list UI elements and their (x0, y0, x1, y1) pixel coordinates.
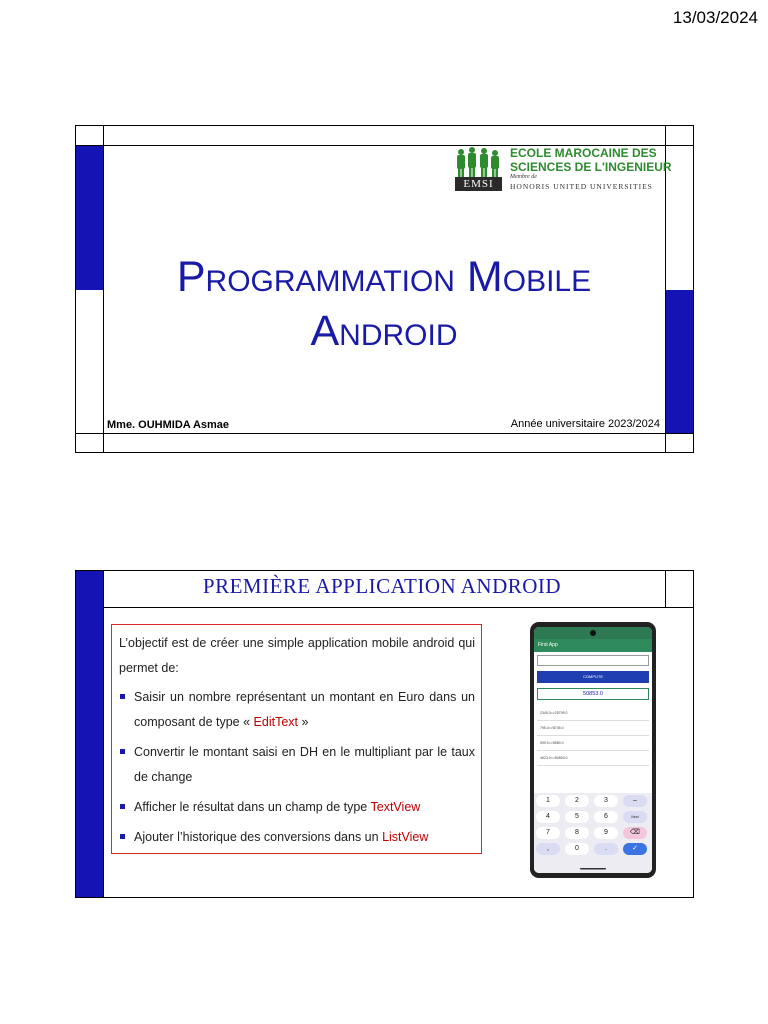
bullet-item (119, 825, 475, 850)
app-bar-title: First App (534, 639, 652, 652)
title-line-2: Android (310, 307, 458, 355)
nav-bar (534, 865, 652, 873)
key: 5 (565, 811, 589, 823)
bullet-item (119, 685, 475, 735)
result-text: 50853.0 (537, 688, 649, 700)
school-name-line2: SCIENCES DE L'INGENIEUR (510, 160, 672, 174)
author-name: Mme. OUHMIDA Asmae (107, 419, 230, 431)
nav-handle-icon (534, 865, 652, 873)
key: 9 (594, 827, 618, 839)
frame-line (665, 570, 666, 608)
list-item: 599.0=>6589.0 (537, 736, 649, 751)
bullet-highlight: EditText (253, 715, 298, 729)
bullet-text: Saisir un nombre représentant un montant en Euro dans un composant de type « (134, 690, 475, 729)
bullet-highlight: ListView (382, 830, 429, 844)
key: 2 (565, 795, 589, 807)
key: 4 (536, 811, 560, 823)
check-icon: ✓ (623, 843, 647, 855)
school-name-line1: ECOLE MAROCAINE DES (510, 146, 657, 160)
key: , (536, 843, 560, 855)
presentation-title (104, 250, 664, 358)
phone-screen (534, 627, 652, 873)
bullet-text: Ajouter l’historique des conversions dans un (134, 830, 383, 844)
academic-year: Année universitaire 2023/2024 (510, 418, 660, 430)
key: 3 (594, 795, 618, 807)
key: 6 (594, 811, 618, 823)
key: 7 (536, 827, 560, 839)
accent-bar-left (76, 571, 103, 897)
frame-line (75, 433, 694, 434)
key: 8 (565, 827, 589, 839)
member-label: Membre de (510, 174, 537, 180)
compute-button: COMPUTE (537, 671, 649, 683)
objective-box (111, 624, 482, 854)
history-list (537, 706, 649, 766)
key: 0 (565, 843, 589, 855)
bullet-item (119, 795, 475, 820)
status-bar (534, 627, 652, 639)
key: . (594, 843, 618, 855)
key: 1 (536, 795, 560, 807)
accent-bar-right (666, 290, 693, 433)
key: – (623, 795, 647, 807)
bullet-text: Afficher le résultat dans un champ de type (134, 800, 371, 814)
bullet-item (119, 740, 475, 790)
bullet-text-end: » (298, 715, 309, 729)
slide-title: PREMIÈRE APPLICATION ANDROID (202, 574, 562, 598)
list-item: 795.0=>8745.0 (537, 721, 649, 736)
amount-input (537, 655, 649, 666)
bullet-text: Convertir le montant saisi en DH en le multipliant par le taux de change (134, 745, 475, 784)
camera-icon (590, 630, 596, 636)
bullet-highlight: TextView (370, 800, 421, 814)
intro-text: L’objectif est de créer une simple application mobile android qui permet de: (119, 636, 475, 675)
title-line-1: Programmation Mobile (176, 253, 592, 301)
emsi-wordmark: EMSI (455, 177, 502, 191)
list-item: 4623.0=>50853.0 (537, 751, 649, 766)
graduates-icon (455, 146, 502, 178)
frame-line (75, 607, 694, 608)
numeric-keypad (534, 793, 652, 873)
list-item: 2345.0=>25795.0 (537, 706, 649, 721)
accent-bar-left (76, 146, 103, 290)
backspace-icon: ⌫ (623, 827, 647, 839)
frame-line (103, 570, 104, 898)
page-date: 13/03/2024 (672, 8, 758, 27)
honoris-label: HONORIS UNITED UNIVERSITIES (510, 182, 653, 191)
key: Next (623, 811, 647, 823)
